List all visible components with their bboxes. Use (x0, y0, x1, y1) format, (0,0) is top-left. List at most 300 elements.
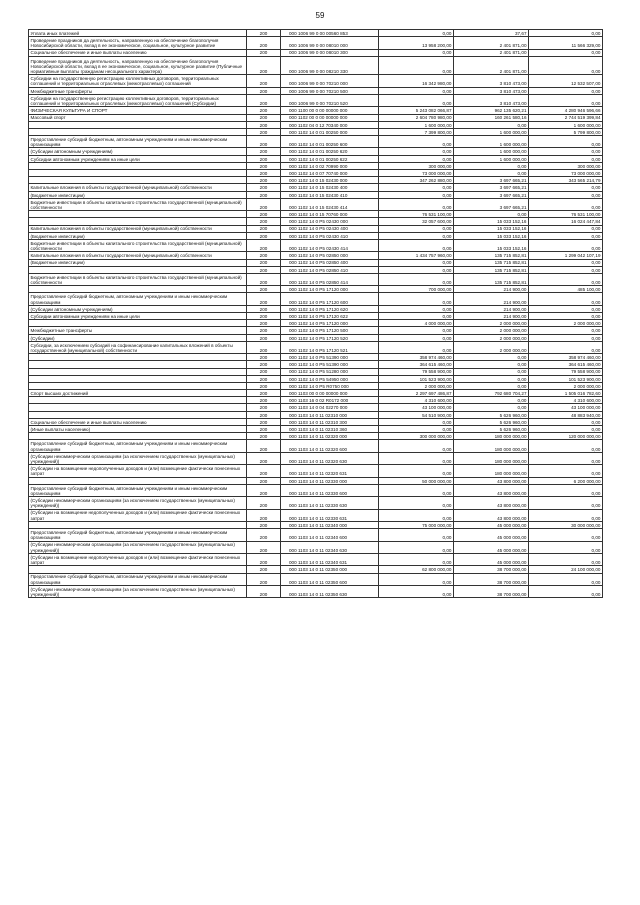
row-code: 200 (247, 426, 281, 433)
table-row (29, 484, 603, 496)
row-executed: 2 401 871,00 (454, 56, 529, 75)
row-executed: 15 033 152,16 (454, 225, 529, 232)
row-name (29, 354, 247, 361)
row-kbk: 000 1103 14 0 11 02320 630 (281, 452, 379, 464)
row-code: 200 (247, 390, 281, 397)
row-code: 200 (247, 211, 281, 218)
row-approved: 0,00 (379, 541, 454, 553)
row-approved: 0,00 (379, 426, 454, 433)
row-approved: 2 000 000,00 (379, 382, 454, 389)
row-code: 200 (247, 184, 281, 191)
row-executed: 43 800 000,00 (454, 477, 529, 484)
row-kbk: 000 1102 14 0 15 02430 414 (281, 198, 379, 210)
row-unexecuted: 4 280 946 596,66 (529, 107, 603, 114)
row-executed: 0,00 (454, 170, 529, 177)
row-kbk: 000 1103 14 0 11 02320 600 (281, 440, 379, 452)
table-row (29, 148, 603, 155)
row-kbk: 000 1006 99 0 00 08010 000 (281, 37, 379, 49)
row-unexecuted: 4 310 600,00 (529, 397, 603, 404)
row-code: 200 (247, 541, 281, 553)
row-executed: 135 715 852,81 (454, 273, 529, 285)
row-unexecuted: 0,00 (529, 293, 603, 305)
row-approved: 0,00 (379, 313, 454, 320)
table-row (29, 521, 603, 528)
row-code: 200 (247, 433, 281, 440)
row-kbk: 000 1102 14 0 P5 17120 000 (281, 320, 379, 327)
row-kbk: 000 1103 14 0 11 02330 000 (281, 477, 379, 484)
row-approved: 0,00 (379, 305, 454, 312)
row-unexecuted: 1 600 000,00 (529, 121, 603, 128)
table-row (29, 327, 603, 334)
budget-table (28, 29, 603, 598)
row-code: 200 (247, 30, 281, 37)
row-name: (Субсидии автономным учреждениям) (29, 148, 247, 155)
row-name: Капитальные вложения в объекты государственной (муниципальной) собственности (29, 184, 247, 191)
row-name (29, 170, 247, 177)
row-executed: 2 000 000,00 (454, 334, 529, 341)
row-executed: 45 000 000,00 (454, 529, 529, 541)
row-name: (Субсидии на возмещение недополученных доходов и (или) возмещение фактически понесенных затрат (29, 509, 247, 521)
row-code: 200 (247, 334, 281, 341)
row-executed: 38 700 000,00 (454, 585, 529, 597)
row-code: 200 (247, 397, 281, 404)
table-row (29, 361, 603, 368)
row-executed: 0,00 (454, 375, 529, 382)
table-row (29, 198, 603, 210)
row-code: 200 (247, 148, 281, 155)
table-row (29, 94, 603, 106)
row-unexecuted: 1 505 016 782,60 (529, 390, 603, 397)
row-approved: 7 399 800,00 (379, 128, 454, 135)
row-name: Капитальные вложения в объекты государственной (муниципальной) собственности (29, 252, 247, 259)
row-name: (Субсидии автономным учреждениям) (29, 305, 247, 312)
row-name: Субсидии автономным учреждениям на иные цели (29, 313, 247, 320)
table-row (29, 566, 603, 573)
row-kbk: 000 1103 14 0 11 02340 631 (281, 553, 379, 565)
row-unexecuted: 24 100 000,00 (529, 566, 603, 573)
row-unexecuted: 0,00 (529, 541, 603, 553)
row-code: 200 (247, 37, 281, 49)
row-name: Бюджетные инвестиции в объекты капитального строительства государственной (муниципальной) собственности (29, 198, 247, 210)
row-unexecuted: 0,00 (529, 573, 603, 585)
row-kbk: 000 1103 14 0 11 02330 630 (281, 497, 379, 509)
row-unexecuted: 0,00 (529, 426, 603, 433)
row-kbk: 000 1102 14 0 P5 17120 500 (281, 327, 379, 334)
row-unexecuted: 300 000,00 (529, 162, 603, 169)
row-approved: 0,00 (379, 232, 454, 239)
table-row (29, 418, 603, 425)
row-code: 200 (247, 56, 281, 75)
row-unexecuted: 364 615 460,00 (529, 361, 603, 368)
row-name: Спорт высших достижений (29, 390, 247, 397)
row-unexecuted: 0,00 (529, 497, 603, 509)
row-name: (Субсидии некоммерческим организациям (за исключением государственных (муниципальных) учреждений)) (29, 585, 247, 597)
row-unexecuted: 0,00 (529, 440, 603, 452)
row-executed: 1 600 000,00 (454, 128, 529, 135)
row-approved: 0,00 (379, 465, 454, 477)
table-row (29, 320, 603, 327)
row-kbk: 000 1103 14 0 11 02330 600 (281, 484, 379, 496)
row-kbk: 000 1102 14 0 P5 02430 414 (281, 239, 379, 251)
row-code: 200 (247, 497, 281, 509)
row-code: 200 (247, 368, 281, 375)
row-executed: 37,67 (454, 30, 529, 37)
row-unexecuted: 485 100,00 (529, 286, 603, 293)
table-row (29, 497, 603, 509)
row-kbk: 000 1102 14 0 P5 51390 000 (281, 361, 379, 368)
table-row (29, 75, 603, 87)
table-row (29, 341, 603, 353)
row-approved: 0,00 (379, 148, 454, 155)
row-approved: 0,00 (379, 87, 454, 94)
row-code: 200 (247, 259, 281, 266)
table-row (29, 273, 603, 285)
row-code: 200 (247, 94, 281, 106)
row-executed: 43 800 000,00 (454, 509, 529, 521)
row-name: (Бюджетные инвестиции) (29, 232, 247, 239)
row-kbk: 000 1103 16 0 02 R0172 000 (281, 397, 379, 404)
row-code: 200 (247, 585, 281, 597)
row-kbk: 000 1103 00 0 00 00000 000 (281, 390, 379, 397)
table-row (29, 136, 603, 148)
row-approved: 62 800 000,00 (379, 566, 454, 573)
row-unexecuted: 0,00 (529, 305, 603, 312)
row-kbk: 000 1102 04 0 12 70340 000 (281, 121, 379, 128)
row-kbk: 000 1102 14 0 P5 17120 622 (281, 313, 379, 320)
row-name (29, 404, 247, 411)
row-executed: 15 033 152,16 (454, 218, 529, 225)
row-executed: 45 000 000,00 (454, 521, 529, 528)
row-approved: 32 057 600,00 (379, 218, 454, 225)
row-name: (Субсидии некоммерческим организациям (за исключением государственных (муниципальных) учреждений)) (29, 452, 247, 464)
row-executed: 43 800 000,00 (454, 497, 529, 509)
table-row (29, 509, 603, 521)
row-unexecuted: 43 100 000,00 (529, 404, 603, 411)
row-unexecuted: 6 200 000,00 (529, 477, 603, 484)
row-name (29, 121, 247, 128)
row-code: 200 (247, 273, 281, 285)
row-executed: 2 000 000,00 (454, 327, 529, 334)
row-name: Предоставление субсидий бюджетным, автономным учреждениям и иным некоммерческим организациям (29, 529, 247, 541)
row-approved: 0,00 (379, 266, 454, 273)
table-row (29, 382, 603, 389)
row-unexecuted: 0,00 (529, 155, 603, 162)
row-name: (Субсидии на возмещение недополученных доходов и (или) возмещение фактически понесенных затрат (29, 465, 247, 477)
table-row (29, 390, 603, 397)
row-approved: 300 000 000,00 (379, 433, 454, 440)
row-kbk: 000 1102 14 0 P5 17120 000 (281, 286, 379, 293)
row-approved: 0,00 (379, 259, 454, 266)
row-executed: 792 680 704,27 (454, 390, 529, 397)
table-row (29, 553, 603, 565)
row-kbk: 000 1102 14 0 P5 02430 400 (281, 225, 379, 232)
row-code: 200 (247, 107, 281, 114)
row-kbk: 000 1102 14 0 P5 02430 000 (281, 218, 379, 225)
row-executed: 214 900,00 (454, 305, 529, 312)
row-code: 200 (247, 553, 281, 565)
row-name: Социальное обеспечение и иные выплаты населению (29, 418, 247, 425)
row-name (29, 162, 247, 169)
row-name (29, 218, 247, 225)
row-code: 200 (247, 198, 281, 210)
row-approved: 0,00 (379, 327, 454, 334)
table-row (29, 218, 603, 225)
row-executed: 0,00 (454, 382, 529, 389)
row-unexecuted: 358 974 460,00 (529, 354, 603, 361)
row-kbk: 000 1102 14 0 P5 51280 000 (281, 368, 379, 375)
row-kbk: 000 1102 14 0 01 00250 600 (281, 136, 379, 148)
table-row (29, 426, 603, 433)
row-unexecuted: 0,00 (529, 87, 603, 94)
row-approved: 0,00 (379, 341, 454, 353)
row-name (29, 177, 247, 184)
row-kbk: 000 1102 14 0 01 00250 622 (281, 155, 379, 162)
row-executed: 5 626 960,00 (454, 426, 529, 433)
table-row (29, 477, 603, 484)
row-approved: 76 531 100,00 (379, 211, 454, 218)
row-code: 200 (247, 477, 281, 484)
row-unexecuted: 76 531 100,00 (529, 211, 603, 218)
row-code: 200 (247, 136, 281, 148)
row-kbk: 000 1102 14 0 01 00250 000 (281, 128, 379, 135)
row-name (29, 397, 247, 404)
row-kbk: 000 1102 14 0 15 02430 000 (281, 177, 379, 184)
row-code: 200 (247, 440, 281, 452)
row-code: 200 (247, 305, 281, 312)
row-executed: 45 000 000,00 (454, 541, 529, 553)
row-code: 200 (247, 404, 281, 411)
row-name (29, 477, 247, 484)
row-kbk: 000 1102 14 0 P5 51390 000 (281, 354, 379, 361)
row-executed: 2 000 000,00 (454, 320, 529, 327)
row-unexecuted: 5 799 800,00 (529, 128, 603, 135)
row-unexecuted: 12 532 507,00 (529, 75, 603, 87)
table-row (29, 411, 603, 418)
row-approved: 0,00 (379, 293, 454, 305)
row-approved: 79 558 900,00 (379, 368, 454, 375)
row-code: 200 (247, 452, 281, 464)
row-approved: 0,00 (379, 585, 454, 597)
table-row (29, 368, 603, 375)
row-unexecuted: 0,00 (529, 341, 603, 353)
row-code: 200 (247, 114, 281, 121)
row-executed: 1 600 000,00 (454, 136, 529, 148)
row-approved: 0,00 (379, 49, 454, 56)
table-row (29, 121, 603, 128)
row-executed: 0,00 (454, 368, 529, 375)
row-kbk: 000 1102 14 0 P5 02850 410 (281, 266, 379, 273)
row-name: Предоставление субсидий бюджетным, автономным учреждениям и иным некоммерческим организациям (29, 484, 247, 496)
row-approved: 75 000 000,00 (379, 521, 454, 528)
row-kbk: 000 1102 14 0 15 02430 400 (281, 184, 379, 191)
row-code: 200 (247, 566, 281, 573)
row-kbk: 000 1103 14 0 11 02310 000 (281, 411, 379, 418)
row-approved: 300 000,00 (379, 162, 454, 169)
row-executed: 5 626 960,00 (454, 418, 529, 425)
row-approved: 364 615 460,00 (379, 361, 454, 368)
row-executed: 3 697 665,21 (454, 198, 529, 210)
row-kbk: 000 1103 14 0 11 02340 600 (281, 529, 379, 541)
row-code: 200 (247, 177, 281, 184)
row-approved: 2 297 697 486,87 (379, 390, 454, 397)
table-row (29, 184, 603, 191)
row-code: 200 (247, 313, 281, 320)
row-executed: 180 000 000,00 (454, 465, 529, 477)
row-unexecuted: 0,00 (529, 452, 603, 464)
row-name (29, 521, 247, 528)
row-unexecuted: 0,00 (529, 553, 603, 565)
row-executed: 3 810 473,00 (454, 87, 529, 94)
table-row (29, 286, 603, 293)
row-unexecuted: 101 523 900,00 (529, 375, 603, 382)
row-unexecuted: 0,00 (529, 418, 603, 425)
row-name: (Субсидии) (29, 334, 247, 341)
row-executed: 135 715 852,81 (454, 266, 529, 273)
table-row (29, 30, 603, 37)
budget-table-body (29, 30, 603, 598)
row-executed: 3 697 665,21 (454, 184, 529, 191)
table-row (29, 334, 603, 341)
row-unexecuted: 0,00 (529, 327, 603, 334)
row-approved: 358 974 460,00 (379, 354, 454, 361)
row-name: Субсидии на государственную регистрацию коллективных договоров, территориальных соглашений и территориальных отраслевых (межотраслевых) соглашений (Субсидии) (29, 94, 247, 106)
row-name (29, 566, 247, 573)
row-code: 200 (247, 521, 281, 528)
row-code: 200 (247, 293, 281, 305)
row-executed: 180 000 000,00 (454, 433, 529, 440)
row-approved: 0,00 (379, 497, 454, 509)
row-name: Субсидии автономным учреждениям на иные цели (29, 155, 247, 162)
row-executed: 160 261 580,16 (454, 114, 529, 121)
row-approved: 4 310 600,00 (379, 397, 454, 404)
row-code: 200 (247, 465, 281, 477)
row-approved: 43 100 000,00 (379, 404, 454, 411)
table-row (29, 529, 603, 541)
row-code: 200 (247, 49, 281, 56)
row-unexecuted: 0,00 (529, 56, 603, 75)
row-unexecuted: 0,00 (529, 225, 603, 232)
row-name: Межбюджетные трансферты (29, 327, 247, 334)
row-kbk: 000 1006 99 0 00 08010 300 (281, 49, 379, 56)
row-unexecuted: 0,00 (529, 191, 603, 198)
row-unexecuted: 120 000 000,00 (529, 433, 603, 440)
row-unexecuted: 0,00 (529, 232, 603, 239)
row-name: Предоставление субсидий бюджетным, автономным учреждениям и иным некоммерческим организациям (29, 136, 247, 148)
row-code: 200 (247, 128, 281, 135)
row-approved: 1 600 000,00 (379, 121, 454, 128)
row-name (29, 128, 247, 135)
row-unexecuted: 0,00 (529, 313, 603, 320)
row-code: 200 (247, 509, 281, 521)
row-approved: 54 510 900,00 (379, 411, 454, 418)
row-unexecuted: 0,00 (529, 509, 603, 521)
row-executed: 38 700 000,00 (454, 573, 529, 585)
row-approved: 2 604 780 980,00 (379, 114, 454, 121)
row-code: 200 (247, 529, 281, 541)
row-kbk: 000 1103 14 0 11 02340 000 (281, 521, 379, 528)
row-unexecuted: 1 299 042 107,19 (529, 252, 603, 259)
table-row (29, 56, 603, 75)
row-name: Капитальные вложения в объекты государственной (муниципальной) собственности (29, 225, 247, 232)
row-executed: 3 810 473,00 (454, 94, 529, 106)
row-name: (Бюджетные инвестиции) (29, 191, 247, 198)
row-kbk: 000 1103 14 0 11 02350 630 (281, 585, 379, 597)
row-kbk: 000 1103 14 0 11 02350 600 (281, 573, 379, 585)
row-approved: 50 000 000,00 (379, 477, 454, 484)
row-kbk: 000 1103 14 0 11 02320 631 (281, 465, 379, 477)
row-code: 200 (247, 87, 281, 94)
row-unexecuted: 343 565 214,79 (529, 177, 603, 184)
row-name: Предоставление субсидий бюджетным, автономным учреждениям и иным некоммерческим организациям (29, 293, 247, 305)
row-kbk: 000 1103 14 0 11 02320 000 (281, 433, 379, 440)
table-row (29, 170, 603, 177)
row-executed: 0,00 (454, 162, 529, 169)
row-code: 200 (247, 320, 281, 327)
row-executed: 15 033 152,16 (454, 239, 529, 251)
table-row (29, 252, 603, 259)
row-name (29, 433, 247, 440)
row-kbk: 000 1102 14 0 02 70990 000 (281, 162, 379, 169)
row-name (29, 266, 247, 273)
row-kbk: 000 1006 99 0 00 00560 853 (281, 30, 379, 37)
row-unexecuted: 30 000 000,00 (529, 521, 603, 528)
row-code: 200 (247, 361, 281, 368)
row-kbk: 000 1102 14 0 P5 02430 410 (281, 232, 379, 239)
table-row (29, 452, 603, 464)
row-code: 200 (247, 375, 281, 382)
row-name: (Иные выплаты населению) (29, 426, 247, 433)
row-code: 200 (247, 418, 281, 425)
table-row (29, 232, 603, 239)
row-name: Массовый спорт (29, 114, 247, 121)
row-kbk: 000 1102 14 0 P5 17120 520 (281, 334, 379, 341)
row-code: 200 (247, 573, 281, 585)
page-number: 59 (315, 11, 325, 20)
row-name: (Субсидии некоммерческим организациям (за исключением государственных (муниципальных) учреждений)) (29, 541, 247, 553)
row-kbk: 000 1103 14 0 11 02310 300 (281, 418, 379, 425)
row-approved: 0,00 (379, 191, 454, 198)
row-approved: 0,00 (379, 184, 454, 191)
table-row (29, 541, 603, 553)
row-executed: 3 810 473,00 (454, 75, 529, 87)
row-kbk: 000 1102 14 0 P5 17120 620 (281, 305, 379, 312)
table-row (29, 573, 603, 585)
row-executed: 214 900,00 (454, 286, 529, 293)
row-approved: 347 262 880,00 (379, 177, 454, 184)
row-kbk: 000 1006 99 0 00 08210 330 (281, 56, 379, 75)
table-row (29, 114, 603, 121)
row-approved: 0,00 (379, 573, 454, 585)
row-kbk: 000 1102 14 0 P5 17120 600 (281, 293, 379, 305)
row-kbk: 000 1102 14 0 15 70760 000 (281, 211, 379, 218)
row-unexecuted: 0,00 (529, 465, 603, 477)
row-executed: 214 900,00 (454, 293, 529, 305)
row-code: 200 (247, 239, 281, 251)
row-unexecuted: 0,00 (529, 94, 603, 106)
row-approved: 0,00 (379, 334, 454, 341)
row-name (29, 320, 247, 327)
row-code: 200 (247, 232, 281, 239)
row-approved: 5 243 082 066,87 (379, 107, 454, 114)
row-name (29, 211, 247, 218)
row-unexecuted: 0,00 (529, 49, 603, 56)
row-name: Уплата иных платежей (29, 30, 247, 37)
row-name: (Субсидии на возмещение недополученных доходов и (или) возмещение фактически понесенных затрат (29, 553, 247, 565)
table-row (29, 440, 603, 452)
row-executed: 1 600 000,00 (454, 155, 529, 162)
table-row (29, 433, 603, 440)
row-unexecuted: 0,00 (529, 529, 603, 541)
